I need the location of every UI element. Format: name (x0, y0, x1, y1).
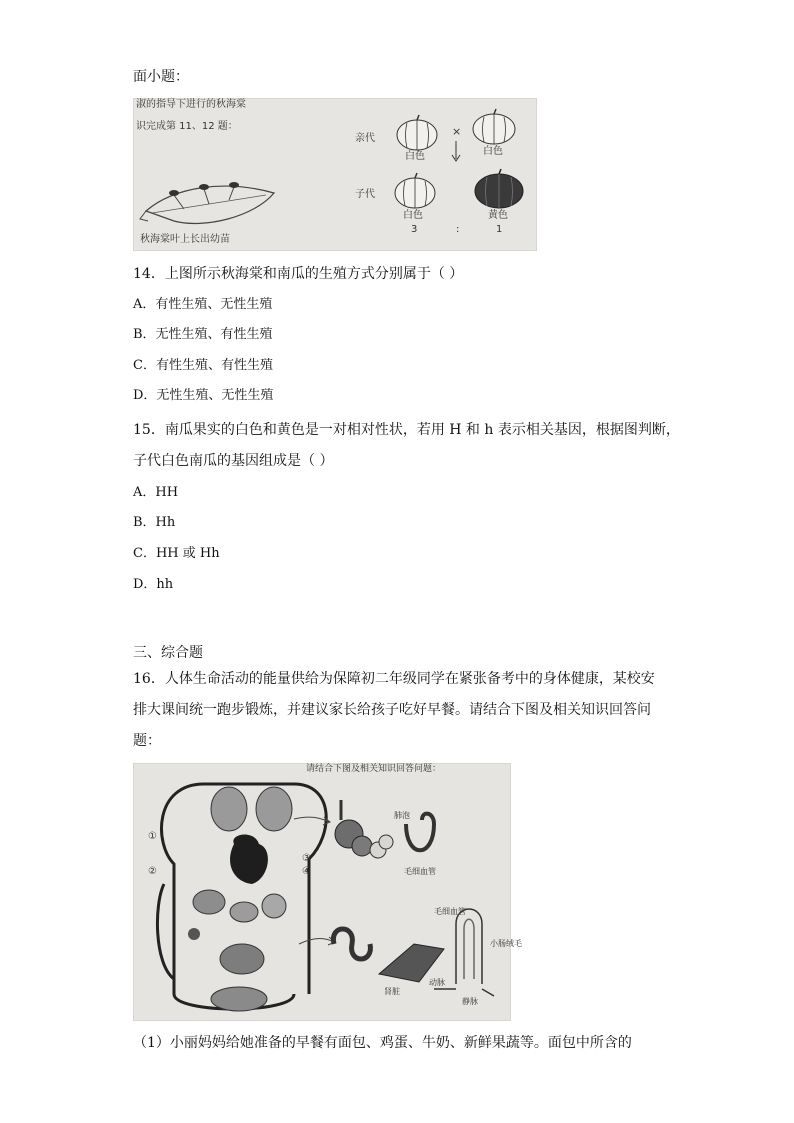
parent-left-color: 白色 (405, 151, 425, 162)
q14-option-d: D．无性生殖、无性生殖 (133, 388, 274, 403)
villus-label: 小肠绒毛 (490, 939, 522, 948)
ratio-right: 1 (496, 224, 503, 235)
parent-right-color: 白色 (483, 146, 503, 157)
kidney-label: 肾脏 (384, 987, 400, 996)
q15-option-b: B．Hh (133, 515, 176, 530)
fig1-header-line2: 识完成第 11、12 题： (136, 121, 238, 132)
vein-label: 静脉 (462, 997, 478, 1006)
figure-circulation-diagram (133, 763, 522, 1021)
q14-option-c: C．有性生殖、有性生殖 (133, 358, 273, 373)
intestine-capillary-label: 毛细血管 (434, 907, 466, 916)
artery-label: 动脉 (429, 978, 445, 987)
figure-begonia-pumpkin (133, 98, 537, 251)
q16-line1: 16．人体生命活动的能量供给为保障初二年级同学在紧张备考中的身体健康，某校安 (133, 671, 655, 687)
q15-option-a: A．HH (133, 485, 179, 500)
q15-stem-line1: 15．南瓜果实的白色和黄色是一对相对性状，若用 H 和 h 表示相关基因，根据图判断， (133, 422, 680, 438)
offspring-label: 子代 (355, 189, 375, 200)
parent-label: 亲代 (355, 133, 375, 144)
begonia-caption: 秋海棠叶上长出幼苗 (140, 234, 230, 245)
q14-stem: 14．上图所示秋海棠和南瓜的生殖方式分别属于（ ） (133, 266, 464, 282)
offspring-white-label: 白色 (403, 210, 423, 221)
fig1-header-line1: 淑的指导下进行的秋海棠 (136, 99, 246, 110)
marker-2: ② (148, 866, 157, 877)
q15-stem-line2: 子代白色南瓜的基因组成是（ ） (133, 453, 334, 469)
cross-symbol: × (452, 125, 462, 138)
ratio-separator: : (456, 224, 460, 235)
q16-sub1: （1）小丽妈妈给她准备的早餐有面包、鸡蛋、牛奶、新鲜果蔬等。面包中所含的 (133, 1035, 632, 1051)
q14-option-b: B．无性生殖、有性生殖 (133, 327, 273, 342)
q16-line2: 排大课间统一跑步锻炼，并建议家长给孩子吃好早餐。请结合下图及相关知识回答问 (133, 702, 651, 718)
offspring-yellow-label: 黄色 (488, 210, 508, 221)
q14-option-a: A．有性生殖、无性生殖 (133, 297, 273, 312)
lung-capillary-label: 毛细血管 (404, 867, 436, 876)
marker-1: ① (148, 831, 157, 842)
q15-option-c: C．HH 或 Hh (133, 546, 220, 561)
alveolus-label: 肺泡 (394, 811, 410, 820)
q15-option-d: D．hh (133, 577, 174, 592)
section-title: 三、综合题 (133, 645, 203, 661)
marker-3: ③ (302, 853, 311, 864)
intro-text: 面小题： (133, 69, 189, 85)
fig2-header: 请结合下图及相关知识回答问题： (306, 764, 442, 774)
q16-line3: 题： (133, 733, 161, 749)
marker-4: ④ (302, 866, 311, 877)
ratio-left: 3 (411, 224, 418, 235)
